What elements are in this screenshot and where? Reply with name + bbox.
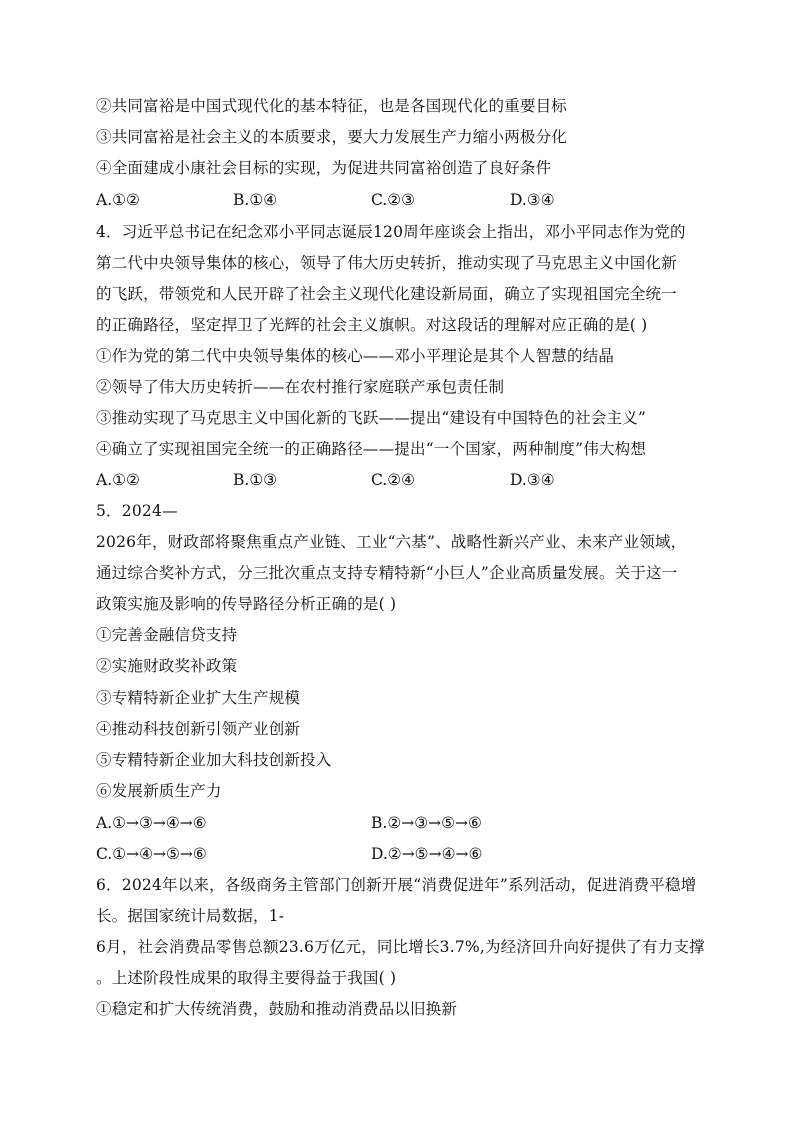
q3-item-4: ④全面建成小康社会目标的实现，为促进共同富裕创造了良好条件	[96, 159, 552, 177]
q5-option-a[interactable]: A.①→③→④→⑥	[96, 814, 207, 832]
q5-stem-line-3: 通过综合奖补方式，分三批次重点支持专精特新“小巨人”企业高质量发展。关于这一	[96, 564, 678, 582]
q6-stem-line-4: 。上述阶段性成果的取得主要得益于我国( )	[96, 969, 397, 987]
q4-option-c[interactable]: C.②④	[371, 471, 416, 489]
q3-option-a[interactable]: A.①②	[96, 191, 140, 209]
q6-stem-line-3: 6月，社会消费品零售总额23.6万亿元，同比增长3.7%,为经济回升向好提供了有力支撑	[96, 938, 705, 956]
q3-option-c[interactable]: C.②③	[371, 191, 416, 209]
q5-item-3: ③专精特新企业扩大生产规模	[96, 689, 301, 707]
q4-item-3: ③推动实现了马克思主义中国化新的飞跃——提出“建设有中国特色的社会主义”	[96, 409, 647, 427]
q4-stem-line-1: 4．习近平总书记在纪念邓小平同志诞辰120周年座谈会上指出，邓小平同志作为党的	[96, 223, 686, 241]
q5-option-c[interactable]: C.①→④→⑤→⑥	[96, 845, 207, 863]
q4-stem-line-2: 第二代中央领导集体的核心，领导了伟大历史转折，推动实现了马克思主义中国化新	[96, 254, 677, 272]
q4-item-1: ①作为党的第二代中央领导集体的核心——邓小平理论是其个人智慧的结晶	[96, 347, 615, 365]
q3-option-d[interactable]: D.③④	[510, 191, 555, 209]
q5-stem-line-4: 政策实施及影响的传导路径分析正确的是( )	[96, 595, 397, 613]
q4-stem-line-3: 的飞跃，带领党和人民开辟了社会主义现代化建设新局面，确立了实现祖国完全统一	[96, 285, 677, 303]
q6-item-1: ①稳定和扩大传统消费，鼓励和推动消费品以旧换新	[96, 1000, 458, 1018]
q5-option-b[interactable]: B.②→③→⑤→⑥	[371, 814, 482, 832]
q5-stem-line-2: 2026年，财政部将聚焦重点产业链、工业“六基”、战略性新兴产业、未来产业领域，	[96, 533, 687, 551]
q6-stem-line-1: 6．2024年以来，各级商务主管部门创新开展“消费促进年”系列活动，促进消费平稳增	[96, 876, 697, 894]
q4-item-2: ②领导了伟大历史转折——在农村推行家庭联产承包责任制	[96, 378, 505, 396]
q3-item-3: ③共同富裕是社会主义的本质要求，要大力发展生产力缩小两极分化	[96, 128, 568, 146]
q4-option-b[interactable]: B.①③	[233, 471, 278, 489]
q5-stem-line-1: 5．2024—	[96, 502, 178, 520]
q3-item-2: ②共同富裕是中国式现代化的基本特征，也是各国现代化的重要目标	[96, 97, 568, 115]
q6-stem-line-2: 长。据国家统计局数据，1-	[96, 907, 285, 925]
q4-option-a[interactable]: A.①②	[96, 471, 140, 489]
q5-item-5: ⑤专精特新企业加大科技创新投入	[96, 751, 332, 769]
q5-item-2: ②实施财政奖补政策	[96, 657, 238, 675]
q4-item-4: ④确立了实现祖国完全统一的正确路径——提出“一个国家，两种制度”伟大构想	[96, 440, 647, 458]
q3-option-b[interactable]: B.①④	[233, 191, 278, 209]
q5-item-1: ①完善金融信贷支持	[96, 626, 238, 644]
q4-stem-line-4: 的正确路径，坚定捍卫了光辉的社会主义旗帜。对这段话的理解对应正确的是( )	[96, 316, 648, 334]
q4-option-d[interactable]: D.③④	[510, 471, 555, 489]
q5-item-6: ⑥发展新质生产力	[96, 782, 222, 800]
q5-item-4: ④推动科技创新引领产业创新	[96, 720, 301, 738]
q5-option-d[interactable]: D.②→⑤→④→⑥	[371, 845, 483, 863]
